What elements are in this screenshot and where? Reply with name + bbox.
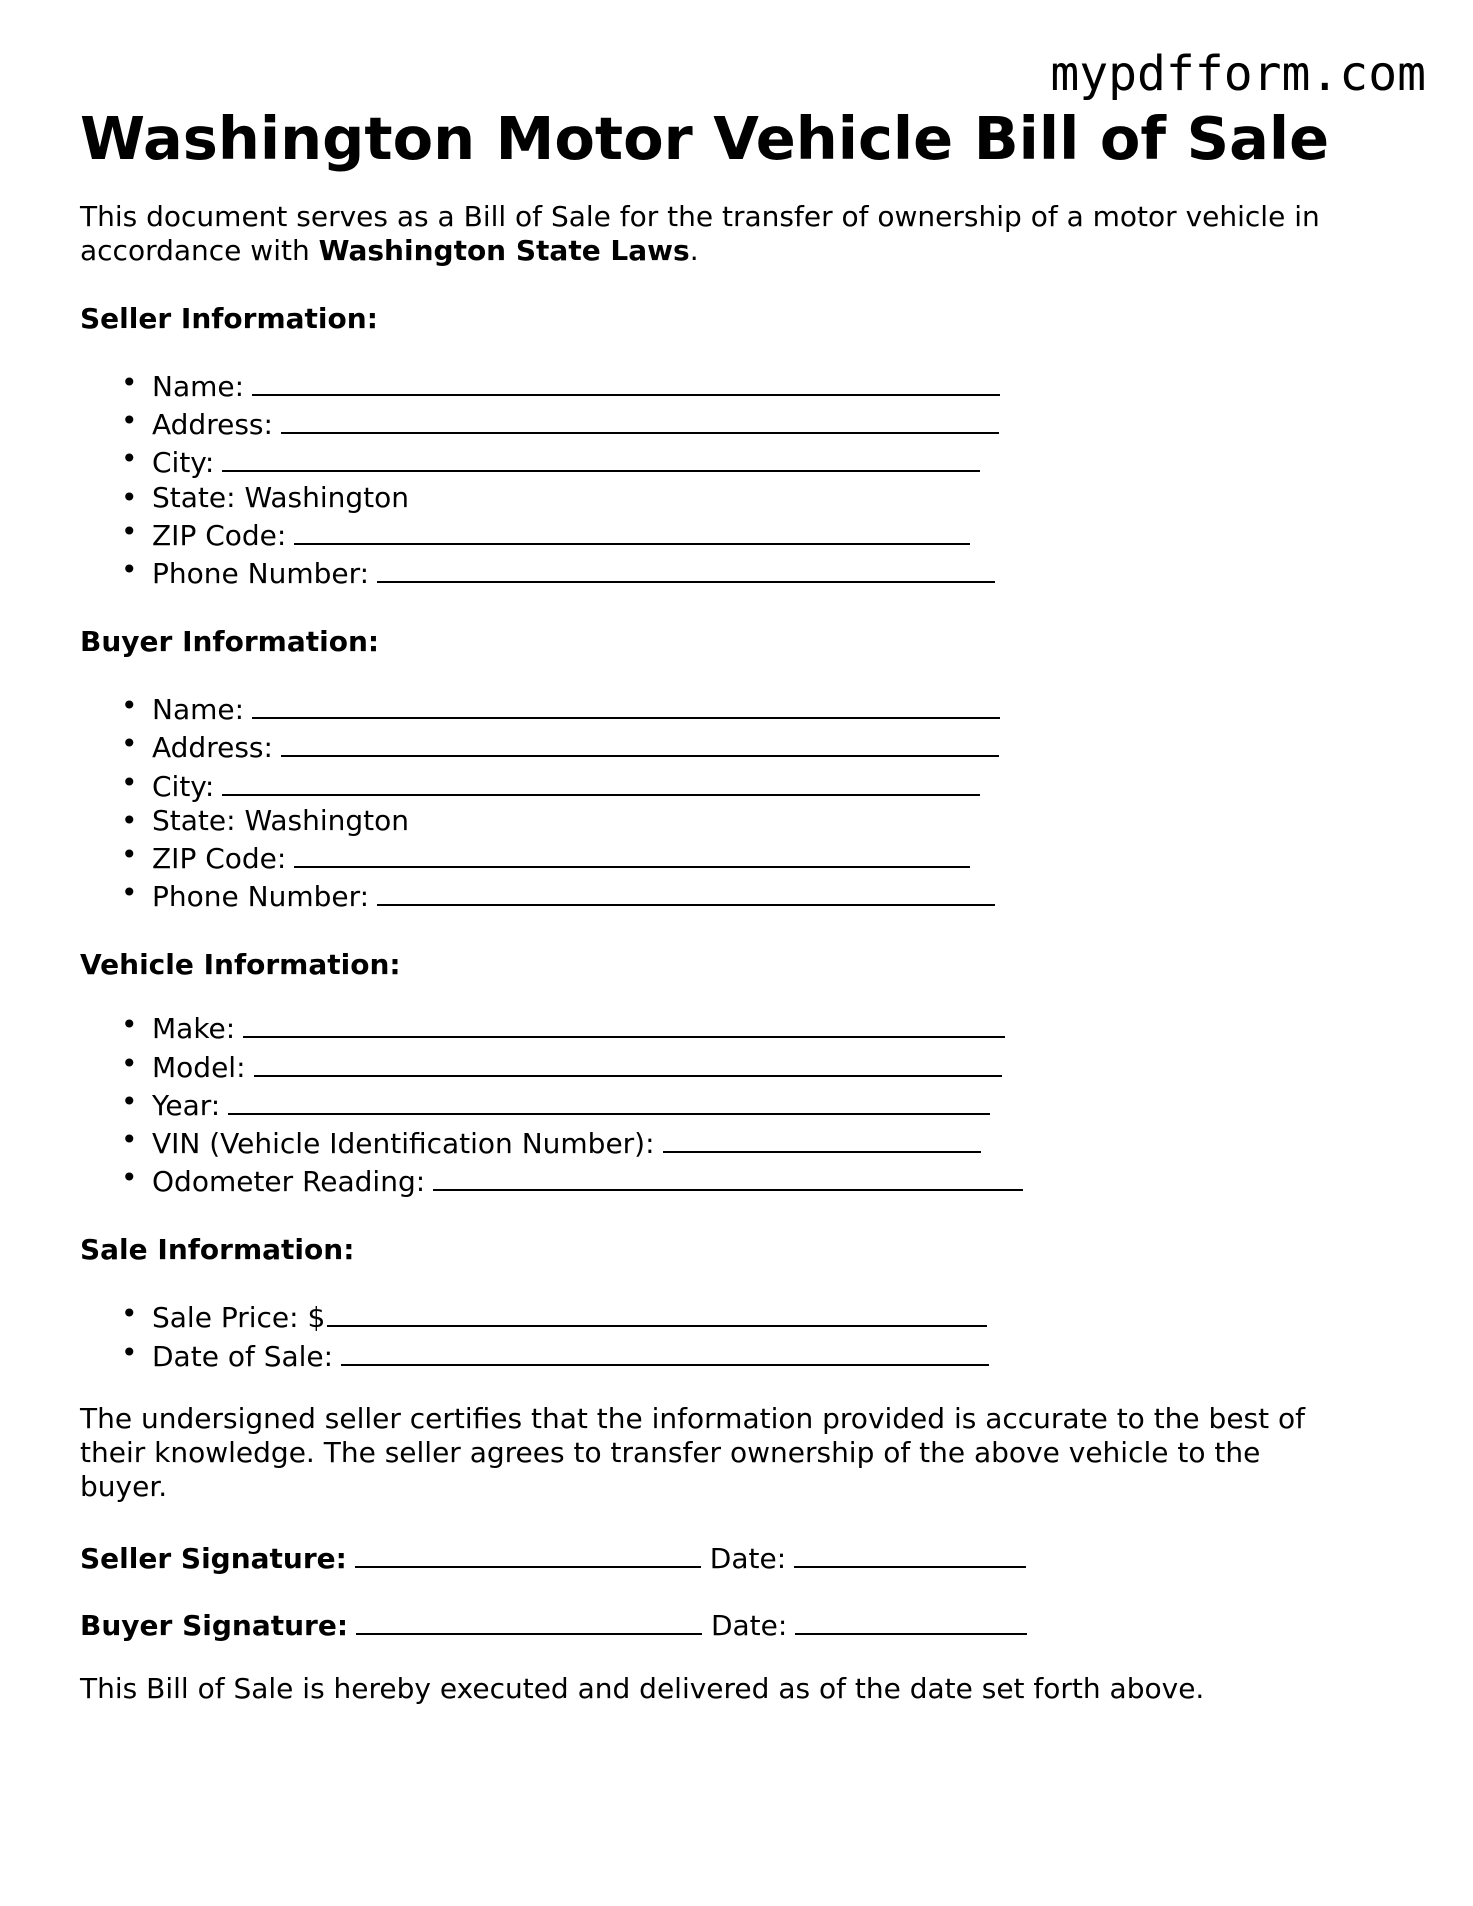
watermark: mypdfform.com: [1050, 46, 1426, 102]
seller-zip-item: [80, 515, 1410, 553]
buyer-zip-blank[interactable]: [294, 838, 970, 868]
buyer-state-item: [80, 804, 1410, 838]
bullet-icon: •: [121, 1008, 138, 1042]
seller-address-label: Address:: [152, 408, 273, 442]
bullet-icon: •: [121, 366, 138, 399]
seller-date-label: Date:: [709, 1541, 787, 1575]
bullet-icon: •: [121, 442, 138, 476]
buyer-date-blank[interactable]: [795, 1605, 1027, 1635]
bullet-icon: •: [121, 1123, 138, 1157]
buyer-address-item: [80, 727, 1410, 765]
vehicle-make-label: Make:: [152, 1012, 236, 1046]
bullet-icon: •: [121, 404, 138, 438]
sale-date-item: [80, 1336, 1410, 1374]
bullet-icon: •: [121, 1335, 138, 1369]
vehicle-year-blank[interactable]: [228, 1085, 990, 1115]
bullet-icon: •: [121, 1161, 138, 1195]
closing-paragraph: This Bill of Sale is hereby executed and delivered as of the date set forth above.: [80, 1671, 1205, 1705]
seller-heading: Seller Information:: [80, 302, 378, 335]
seller-city-label: City:: [152, 446, 215, 480]
certification-paragraph: The undersigned seller certifies that the information provided is accurate to the best of their knowledge. The seller agrees to transfer ownership of the above vehicle to the buyer.: [80, 1401, 1306, 1503]
sale-price-label: Sale Price: $: [152, 1301, 326, 1335]
buyer-signature-label: Buyer Signature:: [80, 1608, 349, 1642]
vehicle-model-blank[interactable]: [254, 1047, 1002, 1077]
page-title: Washington Motor Vehicle Bill of Sale: [80, 104, 1330, 173]
vehicle-model-label: Model:: [152, 1050, 246, 1084]
vehicle-vin-blank[interactable]: [663, 1123, 981, 1153]
buyer-signature-line: [80, 1605, 1410, 1643]
sale-date-blank[interactable]: [341, 1336, 989, 1366]
seller-signature-blank[interactable]: [355, 1538, 701, 1568]
bullet-icon: •: [121, 553, 138, 587]
sale-price-item: [80, 1297, 1410, 1335]
seller-address-blank[interactable]: [281, 404, 999, 434]
seller-name-blank[interactable]: [252, 366, 1000, 396]
buyer-zip-label: ZIP Code:: [152, 842, 287, 876]
vehicle-year-label: Year:: [152, 1088, 221, 1122]
seller-signature-label: Seller Signature:: [80, 1541, 347, 1575]
buyer-name-blank[interactable]: [252, 689, 1000, 719]
seller-state-label: State: Washington: [152, 480, 409, 514]
vehicle-heading: Vehicle Information:: [80, 948, 401, 982]
intro-bold-laws: Washington State Laws: [318, 234, 690, 267]
buyer-name-label: Name:: [152, 693, 245, 727]
seller-city-item: [80, 442, 1410, 480]
seller-phone-label: Phone Number:: [152, 557, 370, 591]
seller-zip-label: ZIP Code:: [152, 518, 287, 552]
bullet-icon: •: [121, 1046, 138, 1080]
sale-date-label: Date of Sale:: [152, 1339, 334, 1373]
vehicle-make-blank[interactable]: [243, 1008, 1005, 1038]
seller-name-label: Name:: [152, 370, 245, 403]
buyer-address-blank[interactable]: [281, 727, 999, 757]
bullet-icon: •: [121, 727, 138, 761]
buyer-fields: [80, 689, 1410, 914]
buyer-date-label: Date:: [710, 1608, 788, 1642]
intro-text: This document serves as a Bill of Sale for the transfer of ownership of a motor vehicle in accordance with: [80, 200, 1320, 267]
vehicle-vin-label: VIN (Vehicle Identification Number):: [152, 1127, 655, 1161]
bullet-icon: •: [121, 514, 138, 548]
buyer-zip-item: [80, 838, 1410, 876]
buyer-city-blank[interactable]: [222, 766, 980, 796]
vehicle-fields: [80, 1008, 1410, 1199]
vehicle-model-item: [80, 1047, 1410, 1085]
buyer-city-item: [80, 766, 1410, 804]
bullet-icon: •: [121, 803, 138, 837]
seller-address-item: [80, 404, 1410, 442]
seller-signature-line: [80, 1538, 1410, 1576]
sale-fields: [80, 1297, 1410, 1373]
bullet-icon: •: [121, 838, 138, 872]
buyer-address-label: Address:: [152, 731, 273, 765]
bullet-icon: •: [121, 765, 138, 799]
seller-name-item: [80, 366, 1410, 404]
vehicle-year-item: [80, 1085, 1410, 1123]
bullet-icon: •: [121, 1084, 138, 1118]
vehicle-make-item: [80, 1008, 1410, 1046]
bullet-icon: •: [121, 1297, 138, 1331]
intro-paragraph: [80, 200, 1410, 268]
bullet-icon: •: [121, 480, 138, 514]
bullet-icon: •: [121, 689, 138, 723]
seller-zip-blank[interactable]: [294, 515, 970, 545]
seller-state-item: [80, 481, 1410, 515]
seller-city-blank[interactable]: [222, 442, 980, 472]
bullet-icon: •: [121, 876, 138, 910]
buyer-name-item: [80, 689, 1410, 727]
intro-text-end: .: [689, 234, 699, 267]
vehicle-odometer-label: Odometer Reading:: [152, 1165, 426, 1199]
buyer-state-label: State: Washington: [152, 803, 409, 837]
buyer-phone-blank[interactable]: [377, 876, 995, 906]
buyer-city-label: City:: [152, 769, 215, 803]
seller-phone-item: [80, 553, 1410, 591]
seller-fields: [80, 366, 1410, 591]
buyer-heading: Buyer Information:: [80, 625, 380, 659]
seller-date-blank[interactable]: [794, 1538, 1026, 1568]
seller-phone-blank[interactable]: [377, 553, 995, 583]
vehicle-vin-item: [80, 1123, 1410, 1161]
buyer-phone-item: [80, 876, 1410, 914]
buyer-signature-blank[interactable]: [356, 1605, 702, 1635]
sale-heading: Sale Information:: [80, 1233, 355, 1267]
sale-price-blank[interactable]: [327, 1297, 987, 1327]
vehicle-odometer-item: [80, 1161, 1410, 1199]
vehicle-odometer-blank[interactable]: [433, 1161, 1023, 1191]
buyer-phone-label: Phone Number:: [152, 880, 370, 914]
document-page: [80, 100, 1410, 1706]
